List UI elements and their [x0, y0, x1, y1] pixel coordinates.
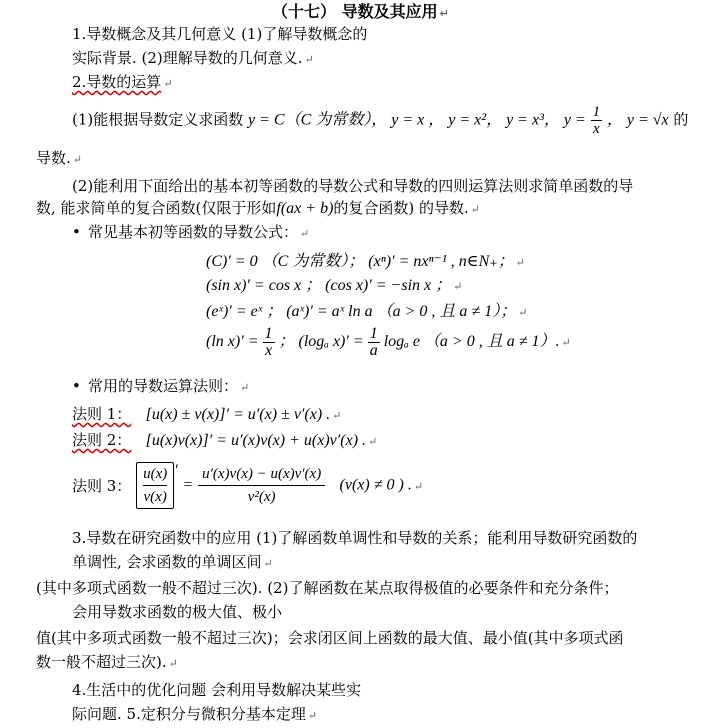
formula-4: (ln x)′ = $\frac{1}{x}$ ； (logₐ x)′ = $\frac{1}{a}$ logₐ e （a > 0 , 且 a ≠ 1）. ↵: [206, 325, 571, 359]
s2-p1-cont: 导数. ↵: [36, 149, 82, 167]
s3-line5: 值(其中多项式函数一般不超过三次)；会求闭区间上函数的最大值、最小值(其中多项式函: [36, 629, 624, 647]
fraction-1-over-a: $\frac{1}{a}$: [369, 325, 378, 359]
formula-2: (sin x)′ = cos x ； (cos x)′ = −sin x ； ↵: [206, 277, 463, 294]
fraction-1-over-x: $\frac{1}{x}$: [264, 325, 273, 359]
rule-1: 法则 1： [u(x) ± v(x)]′ = u′(x) ± v′(x) . ↵: [72, 405, 342, 423]
rules-head: • 常用的导数运算法则： ↵: [72, 377, 250, 395]
s4-line1: 4.生活中的优化问题 会利用导数解决某些实: [72, 681, 362, 699]
s2-p2-line1: (2)能利用下面给出的基本初等函数的导数公式和导数的四则运算法则求简单函数的导: [72, 177, 634, 195]
s2-p2-line2: 数, 能求简单的复合函数(仅限于形如f(ax + b)的复合函数) 的导数. ↵: [36, 199, 480, 217]
s2-p1: (1)能根据导数定义求函数 y = C（C 为常数）， y = x ， y = x²， y = x³， y = $\frac{1}{x}$ ， y = √x 的: [72, 104, 689, 137]
formulas-head: • 常见基本初等函数的导数公式： ↵: [72, 223, 310, 241]
quotient-rule-fraction: $\frac{u'(x)v(x) - u(x)v'(x)}{\text{v²(x)}}$: [198, 463, 325, 508]
formula-3: (eˣ)′ = eˣ ； (aˣ)′ = aˣ ln a （a > 0 , 且 a ≠ 1）； ↵: [206, 303, 528, 320]
quotient-bracket: $\frac{u(x)}{v(x)}$: [136, 462, 174, 509]
s3-line3: (其中多项式函数一般不超过三次). (2)了解函数在某点取得极值的必要条件和充分条件；: [36, 579, 619, 597]
s3-line2: 单调性, 会求函数的单调区间 ↵: [72, 553, 273, 571]
formula-1: (C)′ = 0 （C 为常数）； (xⁿ)′ = nxⁿ⁻¹ , n∈N₊； ↵: [206, 253, 525, 270]
s3-line1: 3.导数在研究函数中的应用 (1)了解函数单调性和导数的关系；能利用导数研究函数的: [72, 529, 638, 547]
fraction-1-over-x: $\frac{1}{x}$: [592, 104, 601, 137]
rule-3: 法则 3： $\frac{u(x)}{v(x)}$ ′ = $\frac{u'(x)v(x) - u(x)v'(x)}{\text{v²(x)}}$ (v(x) ≠ 0 ) . ↵: [72, 462, 423, 509]
rule-2: 法则 2： [u(x)v(x)]′ = u′(x)v(x) + u(x)v′(x) . ↵: [72, 431, 378, 449]
page-title: （十七） 导数及其应用 ↵: [272, 2, 449, 21]
s1-line2: 实际背景. (2)理解导数的几何意义. ↵: [72, 49, 314, 67]
s1-line1: 1.导数概念及其几何意义 (1)了解导数概念的: [72, 25, 368, 43]
s3-line6: 数一般不超过三次). ↵: [36, 653, 178, 671]
s2-head: 2.导数的运算 ↵: [72, 73, 173, 91]
s3-line4: 会用导数求函数的极大值、极小: [72, 603, 283, 621]
s4-line2: 际问题. 5.定积分与微积分基本定理 ↵: [72, 705, 318, 723]
